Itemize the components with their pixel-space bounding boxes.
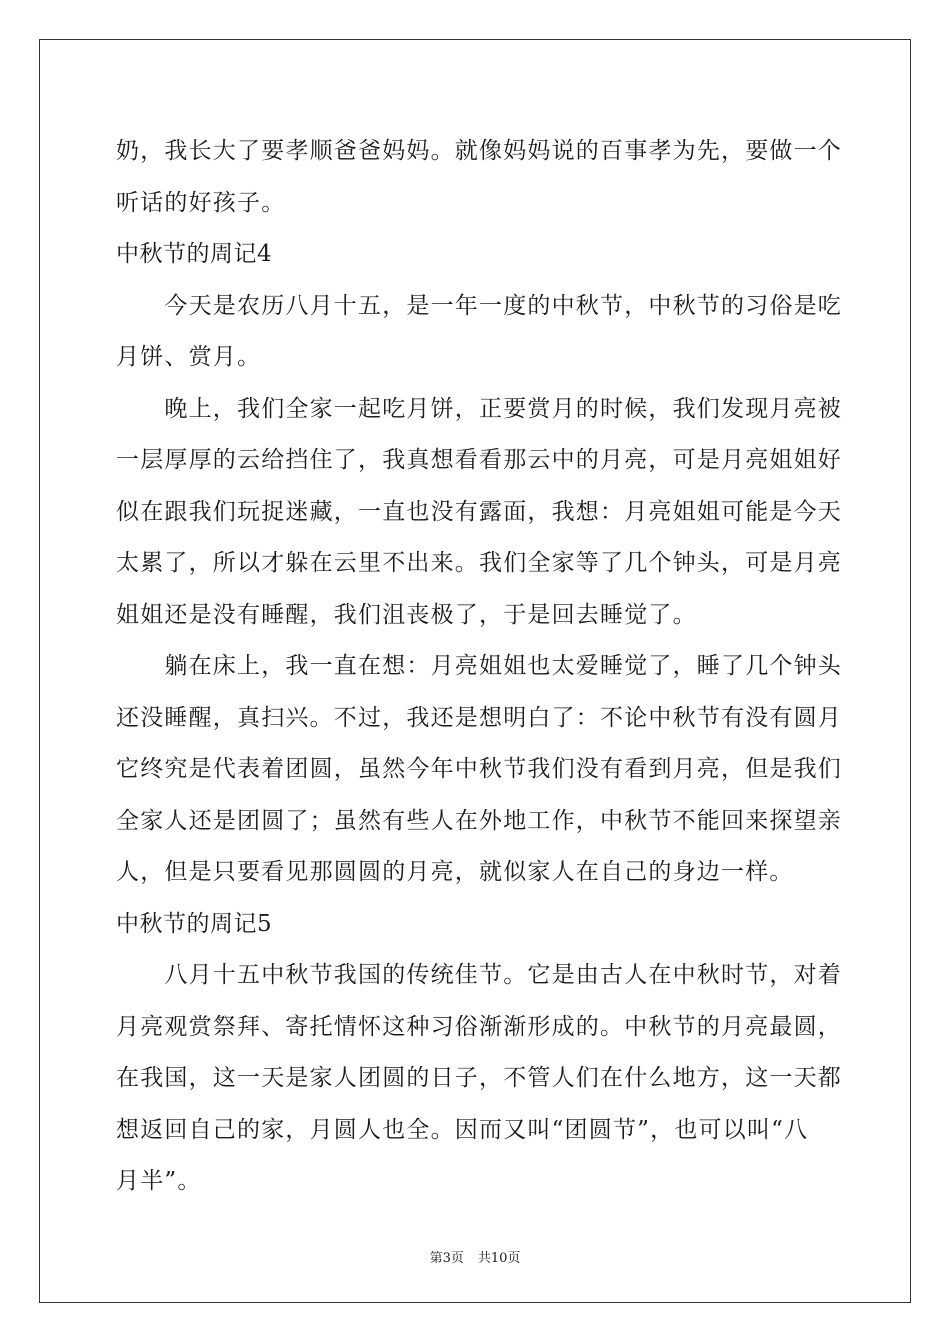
text-line: 还没睡醒，真扫兴。不过，我还是想明白了：不论中秋节有没有圆月	[116, 704, 842, 731]
page-total: 共10页	[477, 1251, 521, 1266]
text-line: 奶，我长大了要孝顺爸爸妈妈。就像妈妈说的百事孝为先，要做一个	[116, 138, 842, 164]
text-line: 太累了，所以才躲在云里不出来。我们全家等了几个钟头，可是月亮	[116, 550, 842, 576]
text-line: 八月十五中秋节我国的传统佳节。它是由古人在中秋时节，对着	[116, 962, 842, 988]
text-line: 它终究是代表着团圆，虽然今年中秋节我们没有看到月亮，但是我们	[116, 756, 842, 782]
document-body	[116, 126, 842, 1208]
text-line: 在我国，这一天是家人团圆的日子，不管人们在什么地方，这一天都	[116, 1065, 842, 1091]
text-line: 晚上，我们全家一起吃月饼，正要赏月的时候，我们发现月亮被	[116, 395, 842, 422]
section-heading: 中秋节的周记5	[116, 910, 273, 937]
text-line: 全家人还是团圆了；虽然有些人在外地工作，中秋节不能回来探望亲	[116, 807, 842, 834]
text-line: 今天是农历八月十五，是一年一度的中秋节，中秋节的习俗是吃	[116, 292, 842, 319]
page-footer	[0, 1247, 950, 1266]
text-line: 姐姐还是没有睡醒，我们沮丧极了，于是回去睡觉了。	[116, 601, 697, 628]
text-line: 月亮观赏祭拜、寄托情怀这种习俗渐渐形成的。中秋节的月亮最圆，	[116, 1013, 842, 1040]
text-line: 躺在床上，我一直在想：月亮姐姐也太爱睡觉了，睡了几个钟头	[116, 653, 842, 679]
text-line: 似在跟我们玩捉迷藏，一直也没有露面，我想：月亮姐姐可能是今天	[116, 498, 842, 525]
section-heading: 中秋节的周记4	[116, 241, 273, 267]
text-line: 月半”。	[116, 1168, 202, 1194]
text-line: 月饼、赏月。	[116, 344, 262, 370]
text-line: 人，但是只要看见那圆圆的月亮，就似家人在自己的身边一样。	[116, 859, 794, 885]
text-line: 一层厚厚的云给挡住了，我真想看看那云中的月亮，可是月亮姐姐好	[116, 447, 842, 473]
text-line: 听话的好孩子。	[116, 189, 286, 216]
page-number: 第3页	[429, 1251, 464, 1266]
text-line: 想返回自己的家，月圆人也全。因而又叫“团圆节”，也可以叫“八	[116, 1116, 809, 1143]
